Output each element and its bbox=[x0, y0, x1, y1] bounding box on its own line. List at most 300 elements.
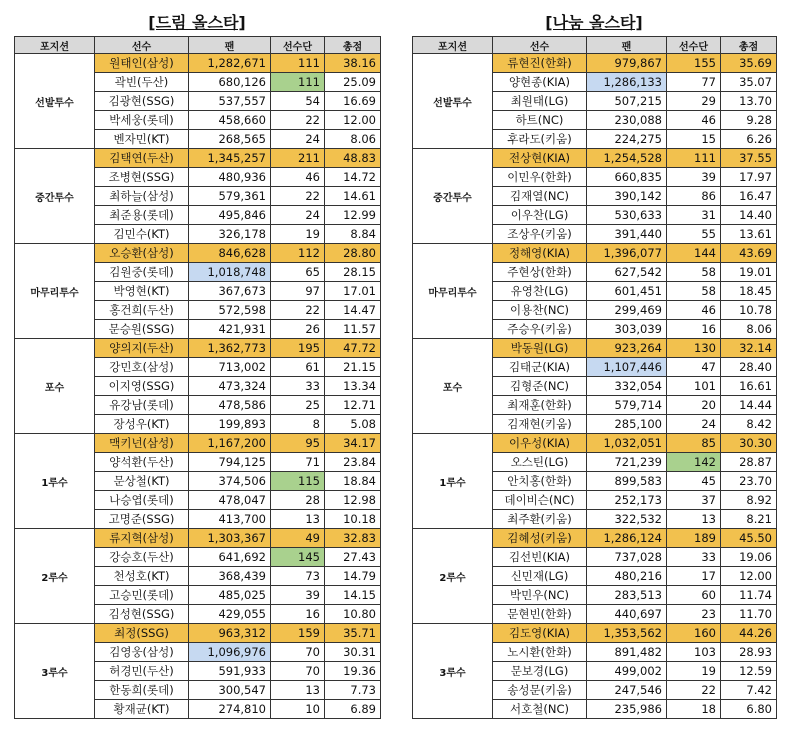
team-votes: 19 bbox=[667, 662, 721, 681]
total-score: 14.79 bbox=[325, 567, 381, 586]
player-name: 고승민(롯데) bbox=[95, 586, 189, 605]
team-votes: 18 bbox=[667, 700, 721, 719]
fan-votes: 713,002 bbox=[189, 358, 271, 377]
team-votes: 23 bbox=[667, 605, 721, 624]
team-votes: 130 bbox=[667, 339, 721, 358]
fan-votes: 721,239 bbox=[587, 453, 667, 472]
total-score: 11.74 bbox=[721, 586, 777, 605]
total-score: 14.40 bbox=[721, 206, 777, 225]
team-votes: 46 bbox=[667, 301, 721, 320]
player-name: 홍건희(두산) bbox=[95, 301, 189, 320]
total-score: 6.26 bbox=[721, 130, 777, 149]
total-score: 28.40 bbox=[721, 358, 777, 377]
total-score: 28.87 bbox=[721, 453, 777, 472]
total-score: 9.28 bbox=[721, 111, 777, 130]
team-votes: 15 bbox=[667, 130, 721, 149]
nanum-allstar-body bbox=[413, 54, 777, 719]
total-score: 8.21 bbox=[721, 510, 777, 529]
player-name: 김택연(두산) bbox=[95, 149, 189, 168]
fan-votes: 429,055 bbox=[189, 605, 271, 624]
fan-votes: 326,178 bbox=[189, 225, 271, 244]
player-name: 최하늘(삼성) bbox=[95, 187, 189, 206]
team-votes: 155 bbox=[667, 54, 721, 73]
total-score: 21.15 bbox=[325, 358, 381, 377]
fan-votes: 230,088 bbox=[587, 111, 667, 130]
fan-votes: 794,125 bbox=[189, 453, 271, 472]
fan-votes: 579,361 bbox=[189, 187, 271, 206]
team-votes: 159 bbox=[271, 624, 325, 643]
team-votes: 112 bbox=[271, 244, 325, 263]
total-score: 10.18 bbox=[325, 510, 381, 529]
player-name: 김혜성(키움) bbox=[493, 529, 587, 548]
team-votes: 58 bbox=[667, 263, 721, 282]
fan-votes: 627,542 bbox=[587, 263, 667, 282]
player-name: 송성문(키움) bbox=[493, 681, 587, 700]
player-name: 장성우(KT) bbox=[95, 415, 189, 434]
position-label: 중간투수 bbox=[413, 149, 493, 244]
total-score: 28.15 bbox=[325, 263, 381, 282]
team-votes: 22 bbox=[271, 187, 325, 206]
player-name: 박세웅(롯데) bbox=[95, 111, 189, 130]
total-score: 47.72 bbox=[325, 339, 381, 358]
fan-votes: 601,451 bbox=[587, 282, 667, 301]
fan-votes: 641,692 bbox=[189, 548, 271, 567]
team-votes: 31 bbox=[667, 206, 721, 225]
player-name: 유영찬(LG) bbox=[493, 282, 587, 301]
player-name: 이민우(한화) bbox=[493, 168, 587, 187]
fan-votes: 891,482 bbox=[587, 643, 667, 662]
table-row bbox=[413, 339, 777, 358]
player-name: 오스틴(LG) bbox=[493, 453, 587, 472]
team-votes: 22 bbox=[271, 111, 325, 130]
total-score: 19.06 bbox=[721, 548, 777, 567]
team-votes: 103 bbox=[667, 643, 721, 662]
dream-allstar-title: [드림 올스타] bbox=[148, 13, 246, 32]
team-votes: 16 bbox=[271, 605, 325, 624]
fan-votes: 367,673 bbox=[189, 282, 271, 301]
team-votes: 47 bbox=[667, 358, 721, 377]
player-name: 김도영(KIA) bbox=[493, 624, 587, 643]
team-votes: 97 bbox=[271, 282, 325, 301]
player-name: 오승환(삼성) bbox=[95, 244, 189, 263]
fan-votes: 390,142 bbox=[587, 187, 667, 206]
table-row bbox=[15, 244, 381, 263]
total-score: 23.70 bbox=[721, 472, 777, 491]
table-row bbox=[413, 434, 777, 453]
fan-votes: 274,810 bbox=[189, 700, 271, 719]
fan-votes: 440,697 bbox=[587, 605, 667, 624]
dream-allstar-table bbox=[14, 36, 381, 719]
player-name: 조병현(SSG) bbox=[95, 168, 189, 187]
team-votes: 65 bbox=[271, 263, 325, 282]
dream-allstar-body bbox=[15, 54, 381, 719]
nanum-allstar-panel bbox=[412, 10, 776, 719]
fan-votes: 660,835 bbox=[587, 168, 667, 187]
team-votes: 22 bbox=[271, 301, 325, 320]
header-team: 선수단 bbox=[667, 37, 721, 54]
fan-votes: 537,557 bbox=[189, 92, 271, 111]
total-score: 18.84 bbox=[325, 472, 381, 491]
player-name: 원태인(삼성) bbox=[95, 54, 189, 73]
table-row bbox=[413, 54, 777, 73]
header-player: 선수 bbox=[95, 37, 189, 54]
team-votes: 101 bbox=[667, 377, 721, 396]
total-score: 44.26 bbox=[721, 624, 777, 643]
fan-votes: 579,714 bbox=[587, 396, 667, 415]
fan-votes: 923,264 bbox=[587, 339, 667, 358]
player-name: 전상현(KIA) bbox=[493, 149, 587, 168]
total-score: 28.80 bbox=[325, 244, 381, 263]
player-name: 하트(NC) bbox=[493, 111, 587, 130]
player-name: 김형준(NC) bbox=[493, 377, 587, 396]
team-votes: 61 bbox=[271, 358, 325, 377]
player-name: 강민호(삼성) bbox=[95, 358, 189, 377]
player-name: 김원중(롯데) bbox=[95, 263, 189, 282]
total-score: 14.44 bbox=[721, 396, 777, 415]
team-votes: 58 bbox=[667, 282, 721, 301]
total-score: 35.71 bbox=[325, 624, 381, 643]
total-score: 27.43 bbox=[325, 548, 381, 567]
player-name: 박민우(NC) bbox=[493, 586, 587, 605]
fan-votes: 1,362,773 bbox=[189, 339, 271, 358]
team-votes: 160 bbox=[667, 624, 721, 643]
total-score: 10.80 bbox=[325, 605, 381, 624]
fan-votes: 478,586 bbox=[189, 396, 271, 415]
player-name: 박동원(LG) bbox=[493, 339, 587, 358]
player-name: 주승우(키움) bbox=[493, 320, 587, 339]
fan-votes: 591,933 bbox=[189, 662, 271, 681]
total-score: 32.14 bbox=[721, 339, 777, 358]
player-name: 이지영(SSG) bbox=[95, 377, 189, 396]
team-votes: 26 bbox=[271, 320, 325, 339]
total-score: 14.61 bbox=[325, 187, 381, 206]
team-votes: 19 bbox=[271, 225, 325, 244]
team-votes: 8 bbox=[271, 415, 325, 434]
fan-votes: 1,286,124 bbox=[587, 529, 667, 548]
player-name: 정해영(KIA) bbox=[493, 244, 587, 263]
total-score: 7.73 bbox=[325, 681, 381, 700]
team-votes: 20 bbox=[667, 396, 721, 415]
total-score: 38.16 bbox=[325, 54, 381, 73]
team-votes: 37 bbox=[667, 491, 721, 510]
player-name: 조상우(키움) bbox=[493, 225, 587, 244]
team-votes: 144 bbox=[667, 244, 721, 263]
total-score: 17.97 bbox=[721, 168, 777, 187]
player-name: 박영현(KT) bbox=[95, 282, 189, 301]
fan-votes: 368,439 bbox=[189, 567, 271, 586]
player-name: 김태군(KIA) bbox=[493, 358, 587, 377]
fan-votes: 1,303,367 bbox=[189, 529, 271, 548]
total-score: 12.59 bbox=[721, 662, 777, 681]
player-name: 벤자민(KT) bbox=[95, 130, 189, 149]
team-votes: 49 bbox=[271, 529, 325, 548]
player-name: 고명준(SSG) bbox=[95, 510, 189, 529]
total-score: 6.80 bbox=[721, 700, 777, 719]
team-votes: 22 bbox=[667, 681, 721, 700]
nanum-allstar-title: [나눔 올스타] bbox=[545, 13, 643, 32]
total-score: 19.01 bbox=[721, 263, 777, 282]
fan-votes: 572,598 bbox=[189, 301, 271, 320]
total-score: 12.00 bbox=[325, 111, 381, 130]
fan-votes: 268,565 bbox=[189, 130, 271, 149]
team-votes: 33 bbox=[271, 377, 325, 396]
total-score: 37.55 bbox=[721, 149, 777, 168]
fan-votes: 391,440 bbox=[587, 225, 667, 244]
position-label: 1루수 bbox=[15, 434, 95, 529]
fan-votes: 421,931 bbox=[189, 320, 271, 339]
total-score: 13.34 bbox=[325, 377, 381, 396]
position-label: 포수 bbox=[413, 339, 493, 434]
player-name: 양석환(두산) bbox=[95, 453, 189, 472]
team-votes: 70 bbox=[271, 643, 325, 662]
total-score: 11.70 bbox=[721, 605, 777, 624]
team-votes: 28 bbox=[271, 491, 325, 510]
table-header-row bbox=[15, 37, 381, 54]
total-score: 8.42 bbox=[721, 415, 777, 434]
team-votes: 13 bbox=[271, 510, 325, 529]
fan-votes: 979,867 bbox=[587, 54, 667, 73]
fan-votes: 235,986 bbox=[587, 700, 667, 719]
fan-votes: 283,513 bbox=[587, 586, 667, 605]
fan-votes: 485,025 bbox=[189, 586, 271, 605]
player-name: 유강남(롯데) bbox=[95, 396, 189, 415]
position-label: 선발투수 bbox=[413, 54, 493, 149]
total-score: 16.47 bbox=[721, 187, 777, 206]
team-votes: 24 bbox=[271, 130, 325, 149]
total-score: 17.01 bbox=[325, 282, 381, 301]
table-row bbox=[15, 54, 381, 73]
player-name: 곽빈(두산) bbox=[95, 73, 189, 92]
fan-votes: 247,546 bbox=[587, 681, 667, 700]
team-votes: 39 bbox=[667, 168, 721, 187]
player-name: 한동희(롯데) bbox=[95, 681, 189, 700]
dream-allstar-panel bbox=[14, 10, 380, 719]
fan-votes: 1,353,562 bbox=[587, 624, 667, 643]
position-label: 마무리투수 bbox=[15, 244, 95, 339]
player-name: 김성현(SSG) bbox=[95, 605, 189, 624]
position-label: 3루수 bbox=[15, 624, 95, 719]
total-score: 25.09 bbox=[325, 73, 381, 92]
team-votes: 10 bbox=[271, 700, 325, 719]
total-score: 12.71 bbox=[325, 396, 381, 415]
table-row bbox=[15, 434, 381, 453]
fan-votes: 846,628 bbox=[189, 244, 271, 263]
position-label: 마무리투수 bbox=[413, 244, 493, 339]
fan-votes: 478,047 bbox=[189, 491, 271, 510]
fan-votes: 507,215 bbox=[587, 92, 667, 111]
team-votes: 111 bbox=[271, 54, 325, 73]
player-name: 노시환(한화) bbox=[493, 643, 587, 662]
total-score: 10.78 bbox=[721, 301, 777, 320]
header-total: 총점 bbox=[721, 37, 777, 54]
table-row bbox=[413, 624, 777, 643]
team-votes: 33 bbox=[667, 548, 721, 567]
team-votes: 95 bbox=[271, 434, 325, 453]
fan-votes: 473,324 bbox=[189, 377, 271, 396]
player-name: 후라도(키움) bbox=[493, 130, 587, 149]
header-player: 선수 bbox=[493, 37, 587, 54]
table-row bbox=[15, 624, 381, 643]
total-score: 12.99 bbox=[325, 206, 381, 225]
team-votes: 24 bbox=[667, 415, 721, 434]
fan-votes: 680,126 bbox=[189, 73, 271, 92]
header-fan: 팬 bbox=[587, 37, 667, 54]
team-votes: 189 bbox=[667, 529, 721, 548]
total-score: 11.57 bbox=[325, 320, 381, 339]
total-score: 8.92 bbox=[721, 491, 777, 510]
fan-votes: 530,633 bbox=[587, 206, 667, 225]
team-votes: 77 bbox=[667, 73, 721, 92]
fan-votes: 1,167,200 bbox=[189, 434, 271, 453]
total-score: 7.42 bbox=[721, 681, 777, 700]
total-score: 35.69 bbox=[721, 54, 777, 73]
fan-votes: 1,107,446 bbox=[587, 358, 667, 377]
position-label: 1루수 bbox=[413, 434, 493, 529]
team-votes: 145 bbox=[271, 548, 325, 567]
fan-votes: 499,002 bbox=[587, 662, 667, 681]
table-row bbox=[413, 529, 777, 548]
player-name: 문승원(SSG) bbox=[95, 320, 189, 339]
player-name: 류현진(한화) bbox=[493, 54, 587, 73]
fan-votes: 899,583 bbox=[587, 472, 667, 491]
team-votes: 111 bbox=[271, 73, 325, 92]
fan-votes: 480,936 bbox=[189, 168, 271, 187]
total-score: 5.08 bbox=[325, 415, 381, 434]
position-label: 2루수 bbox=[413, 529, 493, 624]
total-score: 12.00 bbox=[721, 567, 777, 586]
team-votes: 54 bbox=[271, 92, 325, 111]
total-score: 14.47 bbox=[325, 301, 381, 320]
fan-votes: 1,096,976 bbox=[189, 643, 271, 662]
player-name: 양의지(두산) bbox=[95, 339, 189, 358]
header-team: 선수단 bbox=[271, 37, 325, 54]
team-votes: 25 bbox=[271, 396, 325, 415]
team-votes: 60 bbox=[667, 586, 721, 605]
player-name: 김재현(키움) bbox=[493, 415, 587, 434]
player-name: 김광현(SSG) bbox=[95, 92, 189, 111]
team-votes: 70 bbox=[271, 662, 325, 681]
total-score: 19.36 bbox=[325, 662, 381, 681]
fan-votes: 322,532 bbox=[587, 510, 667, 529]
header-position: 포지션 bbox=[413, 37, 493, 54]
player-name: 이우찬(LG) bbox=[493, 206, 587, 225]
team-votes: 111 bbox=[667, 149, 721, 168]
total-score: 18.45 bbox=[721, 282, 777, 301]
team-votes: 71 bbox=[271, 453, 325, 472]
team-votes: 17 bbox=[667, 567, 721, 586]
player-name: 황재균(KT) bbox=[95, 700, 189, 719]
player-name: 문보경(LG) bbox=[493, 662, 587, 681]
fan-votes: 374,506 bbox=[189, 472, 271, 491]
player-name: 주현상(한화) bbox=[493, 263, 587, 282]
fan-votes: 1,286,133 bbox=[587, 73, 667, 92]
team-votes: 24 bbox=[271, 206, 325, 225]
fan-votes: 1,282,671 bbox=[189, 54, 271, 73]
total-score: 12.98 bbox=[325, 491, 381, 510]
fan-votes: 1,396,077 bbox=[587, 244, 667, 263]
player-name: 최원태(LG) bbox=[493, 92, 587, 111]
fan-votes: 413,700 bbox=[189, 510, 271, 529]
fan-votes: 495,846 bbox=[189, 206, 271, 225]
player-name: 문상철(KT) bbox=[95, 472, 189, 491]
player-name: 최재훈(한화) bbox=[493, 396, 587, 415]
team-votes: 55 bbox=[667, 225, 721, 244]
fan-votes: 332,054 bbox=[587, 377, 667, 396]
position-label: 3루수 bbox=[413, 624, 493, 719]
team-votes: 73 bbox=[271, 567, 325, 586]
team-votes: 211 bbox=[271, 149, 325, 168]
fan-votes: 458,660 bbox=[189, 111, 271, 130]
team-votes: 86 bbox=[667, 187, 721, 206]
player-name: 데이비슨(NC) bbox=[493, 491, 587, 510]
player-name: 천성호(KT) bbox=[95, 567, 189, 586]
team-votes: 115 bbox=[271, 472, 325, 491]
total-score: 14.15 bbox=[325, 586, 381, 605]
player-name: 맥키넌(삼성) bbox=[95, 434, 189, 453]
team-votes: 85 bbox=[667, 434, 721, 453]
player-name: 김재열(NC) bbox=[493, 187, 587, 206]
table-row bbox=[15, 529, 381, 548]
position-label: 포수 bbox=[15, 339, 95, 434]
player-name: 김민수(KT) bbox=[95, 225, 189, 244]
total-score: 8.06 bbox=[325, 130, 381, 149]
player-name: 이용찬(NC) bbox=[493, 301, 587, 320]
total-score: 43.69 bbox=[721, 244, 777, 263]
total-score: 13.61 bbox=[721, 225, 777, 244]
team-votes: 39 bbox=[271, 586, 325, 605]
player-name: 최준용(롯데) bbox=[95, 206, 189, 225]
player-name: 허경민(두산) bbox=[95, 662, 189, 681]
player-name: 안치홍(한화) bbox=[493, 472, 587, 491]
header-total: 총점 bbox=[325, 37, 381, 54]
player-name: 류지혁(삼성) bbox=[95, 529, 189, 548]
player-name: 최주환(키움) bbox=[493, 510, 587, 529]
player-name: 서호철(NC) bbox=[493, 700, 587, 719]
team-votes: 45 bbox=[667, 472, 721, 491]
nanum-allstar-table bbox=[412, 36, 777, 719]
total-score: 8.84 bbox=[325, 225, 381, 244]
team-votes: 195 bbox=[271, 339, 325, 358]
fan-votes: 299,469 bbox=[587, 301, 667, 320]
player-name: 김선빈(KIA) bbox=[493, 548, 587, 567]
player-name: 나승엽(롯데) bbox=[95, 491, 189, 510]
player-name: 강승호(두산) bbox=[95, 548, 189, 567]
team-votes: 142 bbox=[667, 453, 721, 472]
player-name: 양현종(KIA) bbox=[493, 73, 587, 92]
fan-votes: 1,345,257 bbox=[189, 149, 271, 168]
total-score: 13.70 bbox=[721, 92, 777, 111]
fan-votes: 199,893 bbox=[189, 415, 271, 434]
table-row bbox=[413, 244, 777, 263]
fan-votes: 480,216 bbox=[587, 567, 667, 586]
table-row bbox=[15, 149, 381, 168]
total-score: 48.83 bbox=[325, 149, 381, 168]
total-score: 14.72 bbox=[325, 168, 381, 187]
position-label: 선발투수 bbox=[15, 54, 95, 149]
total-score: 30.30 bbox=[721, 434, 777, 453]
fan-votes: 303,039 bbox=[587, 320, 667, 339]
total-score: 23.84 bbox=[325, 453, 381, 472]
table-row bbox=[413, 149, 777, 168]
total-score: 45.50 bbox=[721, 529, 777, 548]
total-score: 35.07 bbox=[721, 73, 777, 92]
team-votes: 46 bbox=[271, 168, 325, 187]
total-score: 28.93 bbox=[721, 643, 777, 662]
total-score: 32.83 bbox=[325, 529, 381, 548]
fan-votes: 224,275 bbox=[587, 130, 667, 149]
fan-votes: 737,028 bbox=[587, 548, 667, 567]
player-name: 문현빈(한화) bbox=[493, 605, 587, 624]
